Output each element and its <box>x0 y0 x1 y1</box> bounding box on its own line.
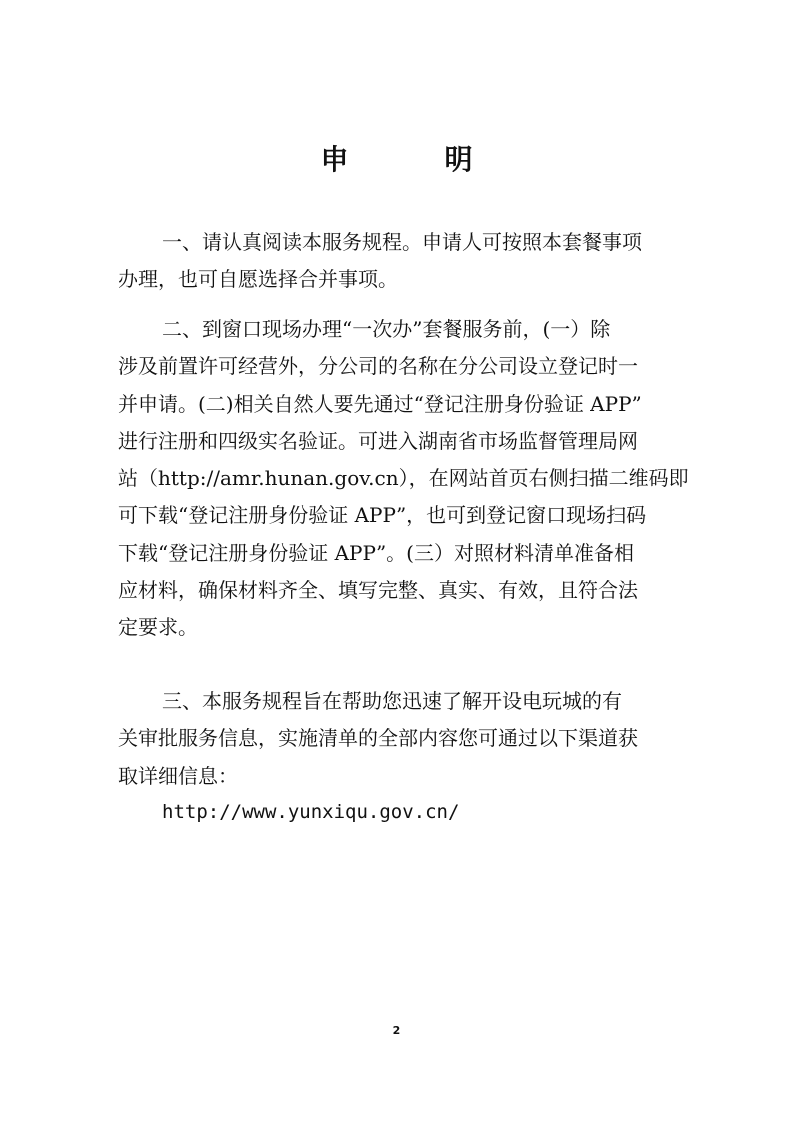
paragraph-line: 办理，也可自愿选择合并事项。 <box>118 267 398 292</box>
paragraph-line: 一、请认真阅读本服务规程。申请人可按照本套餐事项 <box>162 230 642 254</box>
paragraph-1 <box>118 224 678 299</box>
paragraph-line: 定要求。 <box>118 615 198 640</box>
website-url: http://www.yunxiqu.gov.cn/ <box>162 801 460 823</box>
paragraph-line: 进行注册和四级实名验证。可进入湖南省市场监督管理局网 <box>118 428 638 453</box>
paragraph-line: 并申请。(二)相关自然人要先通过“登记注册身份验证 APP” <box>118 391 642 416</box>
paragraph-line: 下载“登记注册身份验证 APP”。(三）对照材料清单准备相 <box>118 540 634 565</box>
paragraph-line: 应材料，确保材料齐全、填写完整、真实、有效，且符合法 <box>118 578 638 603</box>
page-title: 申 明 <box>320 143 507 176</box>
paragraph-line: 涉及前置许可经营外，分公司的名称在分公司设立登记时一 <box>118 354 638 379</box>
paragraph-line: 三、本服务规程旨在帮助您迅速了解开设电玩城的有 <box>162 689 622 713</box>
paragraph-3 <box>118 683 678 795</box>
paragraph-line: 站（http://amr.hunan.gov.cn），在网站首页右侧扫描二维码即 <box>118 466 689 491</box>
paragraph-line: 关审批服务信息，实施清单的全部内容您可通过以下渠道获 <box>118 726 638 751</box>
paragraph-2 <box>118 311 689 647</box>
paragraph-line: 二、到窗口现场办理“一次办”套餐服务前，(一）除 <box>162 317 611 341</box>
paragraph-line: 取详细信息： <box>118 763 238 788</box>
paragraph-line: 可下载“登记注册身份验证 APP”，也可到登记窗口现场扫码 <box>118 503 647 528</box>
page-number: 2 <box>392 1024 401 1037</box>
